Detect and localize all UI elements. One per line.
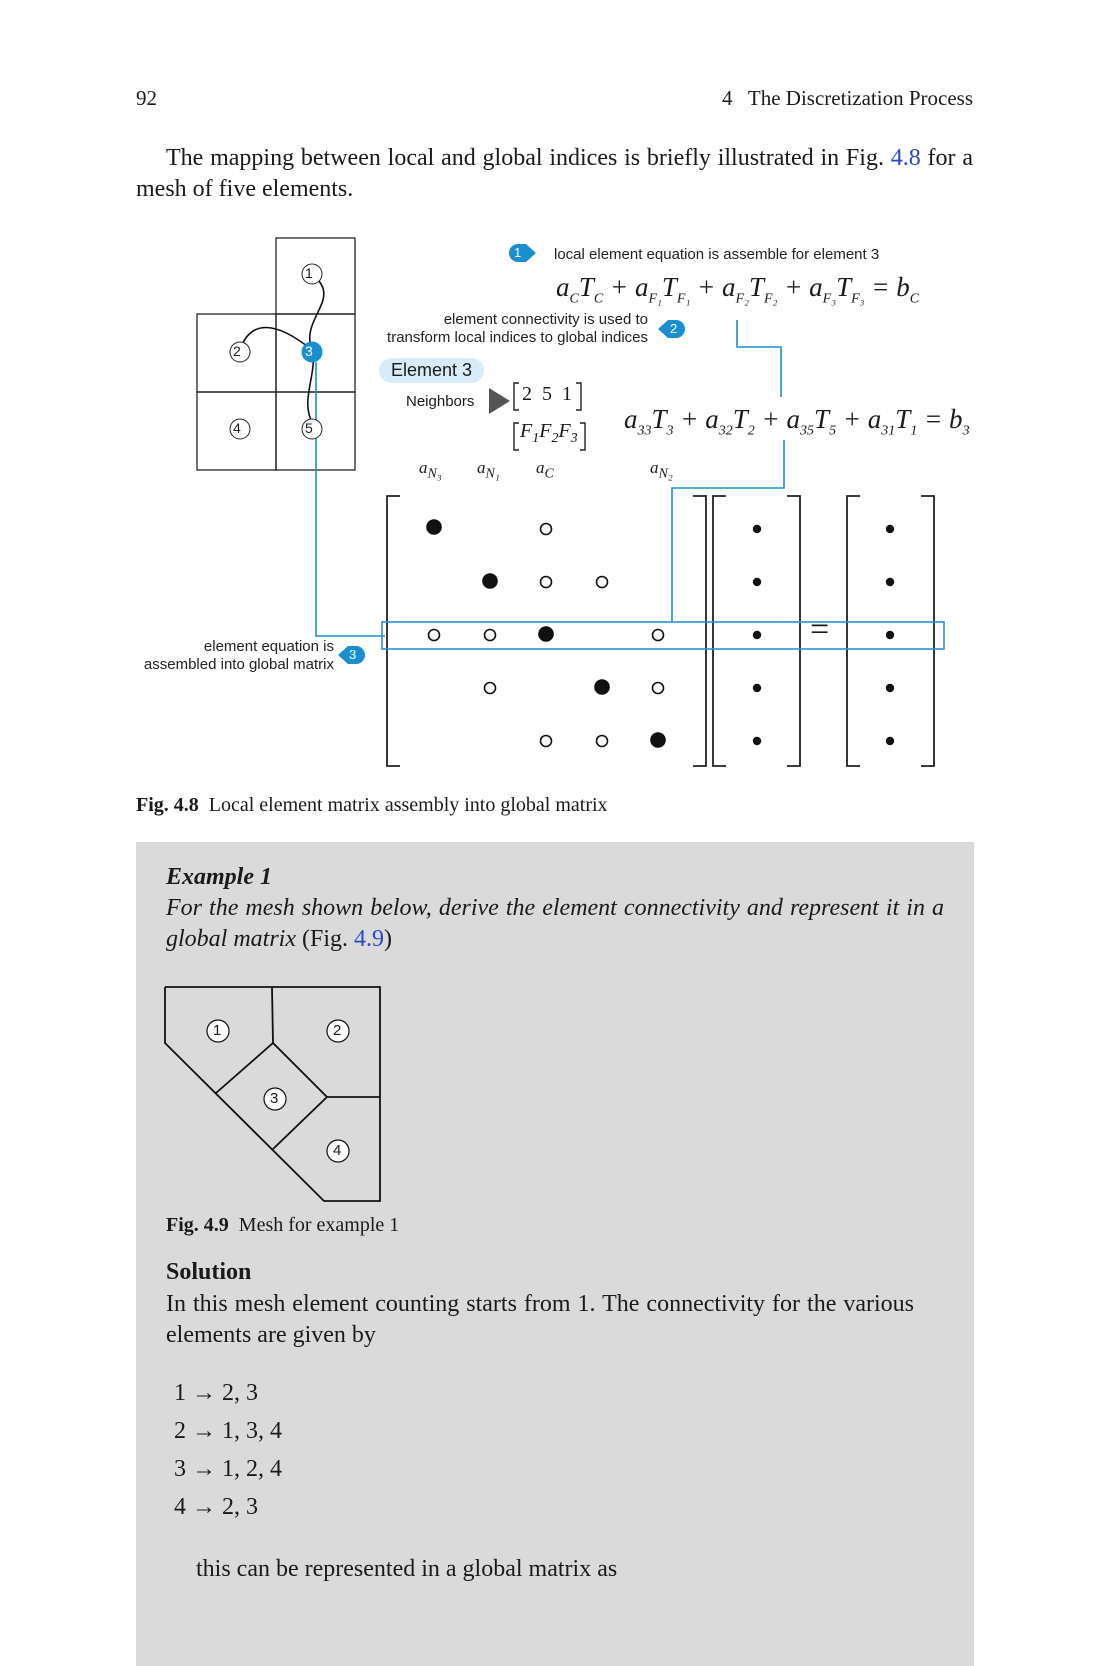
entry-open	[485, 630, 496, 641]
connectivity-row: 4 → 2, 3	[174, 1494, 258, 1520]
entry-open	[429, 630, 440, 641]
connectivity-row: 1 → 2, 3	[174, 1380, 258, 1406]
step-1-number: 1	[514, 245, 522, 260]
step-1-text: local element equation is assemble for element 3	[554, 246, 880, 263]
col-label-an1: $a_{N_1}$	[477, 458, 500, 482]
five-element-mesh	[197, 238, 355, 470]
fig-4-9-caption: Fig. 4.9 Mesh for example 1	[166, 1214, 400, 1236]
step-2-number: 2	[670, 321, 678, 336]
intro-text-end: for a mesh of five elements.	[136, 145, 973, 202]
entry-open	[653, 630, 664, 641]
element-3-label: Element 3	[379, 358, 484, 383]
connector-upper	[737, 320, 781, 397]
mesh-label-2: 2	[333, 1022, 342, 1039]
entry-filled	[483, 574, 497, 588]
connectivity-list	[174, 1374, 282, 1526]
col-label-an3: $a_{N_3}$	[419, 458, 442, 482]
neighbors-arrow	[489, 388, 510, 414]
mesh-label-1: 1	[213, 1022, 222, 1039]
step-3-text: element equation is assembled into global matrix	[143, 638, 334, 673]
solution-text: In this mesh element counting starts from 1. The connectivity for the various elements are given by	[166, 1291, 914, 1348]
entry-open	[653, 683, 664, 694]
connectivity-row: 2 → 1, 3, 4	[174, 1418, 282, 1444]
step-2-text: element connectivity is used to transform local indices to global indices	[387, 311, 648, 346]
fig-4-8-link[interactable]: 4.8	[890, 145, 921, 171]
step-3-number: 3	[349, 647, 357, 662]
connectivity-row: 3 → 1, 2, 4	[174, 1456, 282, 1482]
cell-label-1: 1	[305, 265, 313, 281]
entry-open	[541, 577, 552, 588]
entry-filled	[539, 627, 553, 641]
entry-open	[485, 683, 496, 694]
entry-open	[597, 577, 608, 588]
connector-lower	[672, 440, 784, 622]
cell-label-4: 4	[233, 420, 241, 436]
running-head: 4 The Discretization Process	[722, 86, 973, 110]
element-3-equation: $a_{33}T_3 + a_{32}T_2 + a_{35}T_5 + a_{31}T_1 = b_3$	[624, 404, 970, 439]
entry-open	[597, 736, 608, 747]
col-label-ac: $a_C$	[536, 458, 554, 482]
mesh-label-3: 3	[270, 1090, 279, 1107]
intro-text: The mapping between local and global indices is briefly illustrated in Fig.	[166, 145, 891, 171]
page-number: 92	[136, 86, 157, 110]
entry-filled	[595, 680, 609, 694]
leader-to-row	[316, 362, 385, 636]
solution-title: Solution	[166, 1259, 252, 1285]
cell-label-3: 3	[305, 343, 313, 359]
matrix-entries	[427, 520, 665, 747]
entry-open	[541, 524, 552, 535]
example-title: Example 1	[166, 864, 272, 890]
col-label-an2: $a_{N_2}$	[650, 458, 673, 482]
equals-sign: =	[810, 611, 830, 648]
face-vector: $F_1F_2F_3$	[520, 420, 578, 446]
example-statement: For the mesh shown below, derive the element connectivity and represent it in a global matrix (Fig. 4.9)	[166, 895, 944, 952]
entry-filled	[427, 520, 441, 534]
fig-4-9-link[interactable]: 4.9	[354, 926, 385, 952]
neighbors-vector: 2 5 1	[522, 383, 572, 405]
mesh-label-4: 4	[333, 1142, 342, 1159]
neighbors-label: Neighbors	[406, 393, 475, 410]
closing-text: this can be represented in a global matrix as	[196, 1556, 618, 1582]
fig-4-8-caption: Fig. 4.8 Local element matrix assembly into global matrix	[136, 794, 608, 816]
entry-open	[541, 736, 552, 747]
example-box	[136, 842, 974, 1666]
cell-label-5: 5	[305, 420, 313, 436]
general-equation: $a_CT_C + a_{F_1}T_{F_1} + a_{F_2}T_{F_2} + a_{F_3}T_{F_3} = b_C$	[556, 272, 920, 307]
entry-filled	[651, 733, 665, 747]
cell-label-2: 2	[233, 343, 241, 359]
